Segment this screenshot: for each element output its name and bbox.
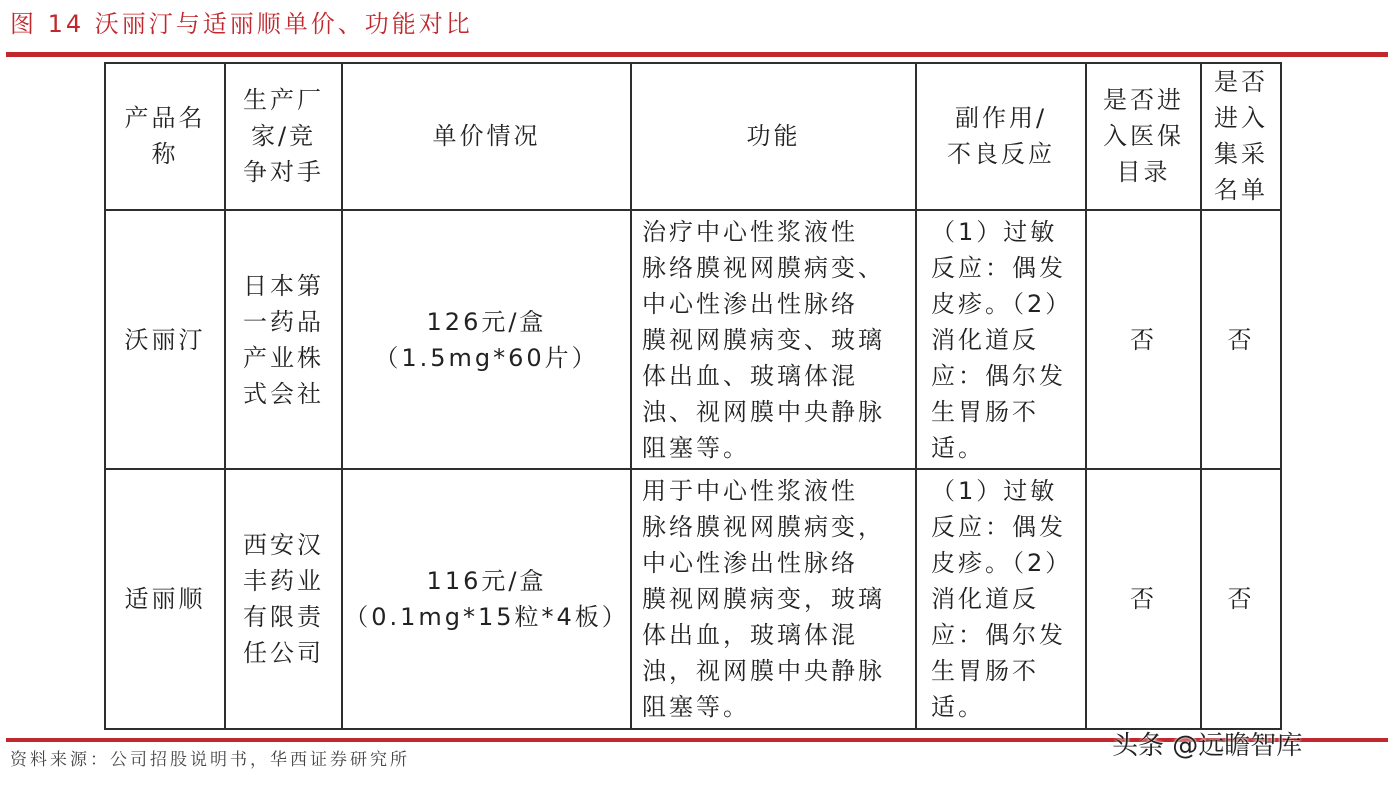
header-insurance: 是否进 入医保 目录 — [1086, 63, 1201, 210]
header-manufacturer: 生产厂 家/竞 争对手 — [225, 63, 342, 210]
cell-procurement: 否 — [1201, 469, 1281, 729]
cell-side-effects: （1）过敏 反应：偶发 皮疹。（2） 消化道反 应：偶尔发 生胃肠不 适。 — [916, 469, 1086, 729]
cell-procurement: 否 — [1201, 210, 1281, 470]
header-unit-price: 单价情况 — [342, 63, 631, 210]
cell-insurance: 否 — [1086, 469, 1201, 729]
header-procurement: 是否 进入 集采 名单 — [1201, 63, 1281, 210]
header-row — [105, 63, 1281, 210]
cell-price: 116元/盒 （0.1mg*15粒*4板） — [342, 469, 631, 729]
header-product-name: 产品名 称 — [105, 63, 225, 210]
figure-title: 图 14 沃丽汀与适丽顺单价、功能对比 — [10, 10, 473, 38]
header-side-effects: 副作用/ 不良反应 — [916, 63, 1086, 210]
cell-product: 适丽顺 — [105, 469, 225, 729]
cell-product: 沃丽汀 — [105, 210, 225, 470]
cell-manufacturer: 西安汉 丰药业 有限责 任公司 — [225, 469, 342, 729]
header-function: 功能 — [631, 63, 916, 210]
source-note: 资料来源：公司招股说明书，华西证券研究所 — [10, 750, 410, 770]
cell-manufacturer: 日本第 一药品 产业株 式会社 — [225, 210, 342, 470]
cell-function: 治疗中心性浆液性 脉络膜视网膜病变、 中心性渗出性脉络 膜视网膜病变、玻璃 体出血、玻璃体混 浊、视网膜中央静脉 阻塞等。 — [631, 210, 916, 470]
cell-function: 用于中心性浆液性 脉络膜视网膜病变， 中心性渗出性脉络 膜视网膜病变，玻璃 体出血，玻璃体混 浊，视网膜中央静脉 阻塞等。 — [631, 469, 916, 729]
watermark: 头条 @远瞻智库 — [1112, 731, 1303, 761]
cell-side-effects: （1）过敏 反应：偶发 皮疹。（2） 消化道反 应：偶尔发 生胃肠不 适。 — [916, 210, 1086, 470]
cell-price: 126元/盒 （1.5mg*60片） — [342, 210, 631, 470]
top-rule — [6, 52, 1388, 57]
comparison-table — [104, 62, 1282, 730]
table-row — [105, 469, 1281, 729]
table-row — [105, 210, 1281, 470]
cell-insurance: 否 — [1086, 210, 1201, 470]
